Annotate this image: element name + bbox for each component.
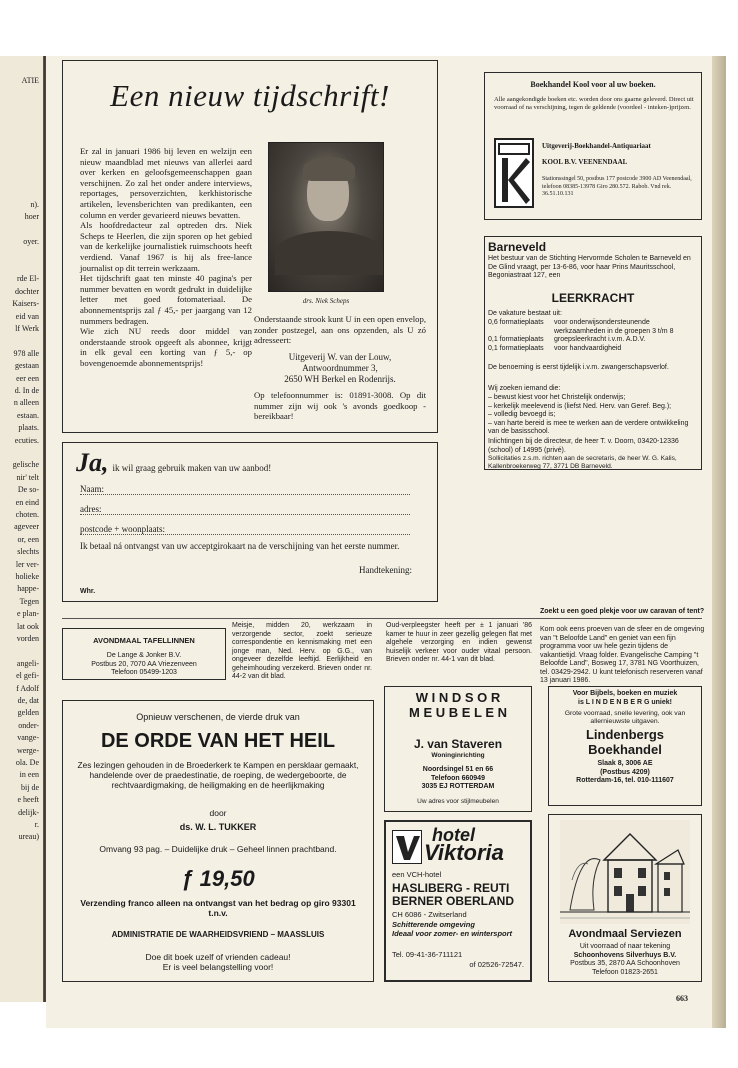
left-page-line: werge-	[16, 745, 39, 755]
orde-description: Zes lezingen gehouden in de Broederkerk te Kampen en persklaar gemaakt, handelende over de praedestinatie, de roeping, de wedergeboorte, de rechtvaardigmaking, de heiligmaking en de heerlijkmaking	[77, 760, 359, 790]
barneveld-rows	[488, 319, 698, 353]
windsor-city: 3035 EJ ROTTERDAM	[421, 783, 495, 790]
serviezen-line-1: Uit voorraad of naar tekening	[579, 943, 671, 950]
hotel-phone-1: Tel. 09-41-36-711121	[392, 950, 463, 959]
orde-intro: Opnieuw verschenen, de vierde druk van	[136, 712, 300, 722]
barneveld-heading: LEERKRACHT	[551, 291, 635, 305]
orde-verzending: Verzending franco alleen na ontvangst van het bedrag op giro 93301 t.n.v.	[80, 898, 356, 918]
left-page-line: plaats.	[18, 423, 39, 433]
article-column-1: Er zal in januari 1986 bij leven en welzijn een nieuw maandblad met nieuws van allerlei aard over kerken en geloofsgemeenschappen gaan verschijnen. Zo zal het onder andere interviews, reportages, persoverzichten, kerkhistorische artikelen, levensberichten van predikanten, een column en verder gevarieerd nieuws bevatten. Als hoofdredacteur zal optreden drs. Niek Scheps te Heerlen, die zijn sporen op het gebied van de kerkelijke journalistiek ruimschoots heeft verdiend. Vanaf 1967 is hij als free-lance journalist op dit terrein werkzaam. Het tijdschrift gaat ten minste 40 pagina's per nummer bevatten en wordt gedrukt in duidelijke letter met goed fotomateriaal. De abonnementsprijs zal ƒ 45,- per jaargang van 12 nummers bedragen. Wie zich NU reeds door middel van onderstaande strook opgeeft als abonnee, krijgt in elk geval een korting van ƒ 5,- op bovengenoemde abonnementsprijs!	[80, 146, 252, 368]
hotel-country: CH 6086 - Zwitserland	[392, 910, 467, 919]
hotel-slogan-2: Ideaal voor zomer- en wintersport	[392, 929, 513, 938]
windsor-title-2: M E U B E L E N	[409, 705, 507, 720]
left-page-line: ecuties.	[14, 435, 39, 445]
bullet: – kerkelijk meelevend is (liefst Ned. Herv. van Geref. Beg.);	[488, 402, 672, 410]
left-page-line: ler ver-	[15, 559, 39, 569]
form-handtekening[interactable]: Handtekening:	[359, 565, 412, 575]
windsor-title-1: W I N D S O R	[415, 690, 501, 705]
hotel-slogan	[392, 920, 532, 938]
camping-text: Kom ook eens proeven van de sfeer en de omgeving van "t Beloofde Land" en geniet van een fijn programma voor uw hele gezin tijdens de vakantietijd. Vraag folder. Evangelische Camping "t Beloofde Land", Bosweg 17, 3781 NG Voorthuizen, tel. 03429-2942. U kunt telefonisch reserveren vanaf 13 januari 1986.	[540, 626, 705, 684]
left-page-line: 978 alle	[13, 348, 39, 358]
form-lead: ik wil graag gebruik maken van uw aanbod!	[112, 463, 272, 473]
form-heading	[76, 448, 426, 478]
adres-field[interactable]	[80, 498, 410, 515]
kool-line1: Uitgeverij-Boekhandel-Antiquariaat	[542, 142, 651, 150]
left-page-line: en eind	[15, 497, 39, 507]
lindenberg-address	[548, 760, 702, 786]
left-page-line: lf Werk	[15, 324, 39, 333]
lindenberg-street: Slaak 8, 3006 AE	[597, 760, 653, 767]
kool-logo	[494, 138, 534, 208]
orde-door: door	[209, 808, 227, 818]
barneveld-row	[488, 319, 698, 336]
row-omschrijving: voor handvaardigheid	[554, 344, 622, 352]
barneveld-sollicitaties: Sollicitaties z.s.m. richten aan de secretaris, de heer W. G. Kalis, Kallenbroekerweg 77, 3771 DB Barneveld.	[488, 455, 677, 470]
windsor-address	[384, 766, 532, 792]
left-page-fragment	[0, 56, 46, 1002]
orde-gift	[62, 952, 374, 972]
left-page-line: onder-	[18, 720, 39, 730]
tafellinnen-address	[62, 652, 226, 678]
left-page-line: e heeft	[17, 795, 39, 805]
windsor-phone: Telefoon 660949	[431, 774, 485, 782]
row-omschrijving: groepsleerkracht i.v.m. A.D.V.	[554, 336, 646, 343]
row-formatie: 0,6 formatieplaats	[488, 319, 544, 326]
article-phone: Op telefoonnummer is: 01891-3008. Op dit nummer zijn wij ook 's avonds goedkoop - bereikbaar!	[254, 390, 426, 422]
windsor-name: J. van Staveren	[413, 737, 503, 751]
left-page-line: Kaisers-	[12, 299, 39, 309]
bullet: – bewust kiest voor het Christelijk onderwijs;	[488, 394, 626, 401]
left-page-line: d. In de	[14, 386, 39, 395]
row-omschrijving: voor onderwijsondersteunende werkzaamheden in de groepen 3 t/m 8	[554, 319, 674, 335]
left-page-line: dochter	[15, 286, 39, 296]
lindenberg-postbus: (Postbus 4209)	[600, 768, 650, 776]
left-page-line: Tegen	[19, 596, 39, 606]
verpleegster-ad: Oud-verpleegster heeft per ± 1 januari '86 kamer te huur in zeer gezellig gelegen flat met algehele verzorging en indien gewenst huiselijk verkeer voor ouder vitaal persoon. Brieven onder nr. 44-1 van dit blad.	[386, 622, 532, 663]
hotel-name-2: BERNER OBERLAND	[392, 894, 515, 908]
left-page-line: f Adolf	[16, 683, 39, 693]
barneveld-vacature: De vakature bestaat uit:	[488, 310, 562, 317]
serviezen-line-4: Telefoon 01823-2651	[592, 968, 658, 976]
publisher-name: Uitgeverij W. van der Louw,	[288, 352, 392, 362]
left-page-line: ureau)	[18, 832, 39, 842]
left-page-line: e plan-	[17, 609, 39, 619]
kool-title: Boekhandel Kool voor al uw boeken.	[530, 80, 656, 89]
left-page-line: rde El-	[17, 274, 39, 284]
left-page-line: n).	[30, 200, 39, 209]
left-page-line: lat ook	[17, 621, 39, 631]
left-page-line: gestaan	[15, 361, 39, 371]
windsor-title	[384, 690, 532, 720]
author-photo	[268, 142, 384, 292]
orde-author: ds. W. L. TUKKER	[179, 822, 257, 832]
left-page-line: bij de	[21, 782, 39, 792]
lindenberg-city: Rotterdam-16, tel. 010-111607	[576, 777, 674, 784]
postcode-label: postcode + woonplaats:	[80, 524, 166, 534]
lindenberg-name-1: Lindenbergs	[585, 727, 664, 742]
hotel-v-icon	[392, 830, 422, 864]
left-page-line: De so-	[17, 485, 39, 495]
lindenberg-top-1: Voor Bijbels, boeken en muziek	[572, 690, 678, 697]
page-number: 663	[676, 994, 688, 1003]
orde-price: ƒ 19,50	[181, 866, 255, 891]
publisher-antwoordnummer: Antwoordnummer 3,	[302, 363, 378, 373]
row-formatie: 0,1 formatieplaats	[488, 344, 544, 352]
barneveld-bullets	[488, 394, 696, 437]
left-page-line: ageveer	[14, 522, 39, 532]
left-page-line: slechts	[17, 547, 39, 557]
barneveld-benoeming: De benoeming is eerst tijdelijk i.v.m. zwangerschapsverlof.	[488, 364, 669, 371]
left-page-line: happe-	[17, 584, 39, 594]
photo-caption: drs. Niek Scheps	[302, 297, 350, 305]
hotel-logo	[392, 826, 526, 866]
hotel-slogan-1: Schitterende omgeving	[392, 920, 475, 929]
hotel-phone	[392, 950, 524, 970]
barneveld-info: Inlichtingen bij de directeur, de heer T. v. Doorn, 03420-12336 (school) of 14995 (privé).	[488, 438, 679, 454]
left-page-line: nir' telt	[16, 472, 39, 482]
hotel-name-1: HASLIBERG - REUTI	[392, 881, 510, 895]
kool-text: Alle aangekondigde boeken etc. worden door ons gaarne geleverd. Direct uit voorraad of na verschijning, tegen de geldende (voordeel - inteken-)prijzen.	[494, 96, 694, 111]
left-page-line: de, dat	[17, 696, 39, 705]
lindenberg-name	[548, 727, 702, 757]
article-column-2-intro: Onderstaande strook kunt U in een open envelop, zonder postzegel, aan ons opzenden, als U zó adresseert:	[254, 314, 426, 346]
left-page-line: gelden	[17, 708, 39, 718]
form-betaal: Ik betaal ná ontvangst van uw acceptgirokaart na de verschijning van het eerste nummer.	[80, 541, 400, 551]
windsor-footer: Uw adres voor stijlmeubelen	[417, 798, 499, 805]
bullet: – van harte bereid is mee te werken aan de verdere ontwikkeling van de basisschool.	[488, 419, 689, 435]
serviezen-line-3: Postbus 35, 2870 AA Schoonhoven	[570, 960, 680, 967]
left-page-line: gelische	[12, 460, 39, 470]
naam-label: Naam:	[80, 484, 104, 494]
hotel-phone-2: of 02526-72547.	[469, 960, 524, 969]
left-page-line: ATIE	[21, 76, 39, 85]
barneveld-row	[488, 336, 698, 345]
left-page-line: n alleen	[13, 398, 39, 408]
page-edge	[712, 56, 726, 1028]
hotel-logo-text-2: Viktoria	[424, 840, 504, 865]
left-page-line: r.	[34, 820, 39, 829]
left-page-line: eid van	[15, 311, 39, 321]
serviezen-line-2: Schoonhovens Silverhuys B.V.	[573, 951, 677, 959]
building-icon	[560, 820, 690, 924]
camping-title: Zoekt u een goed plekje voor uw caravan of tent?	[540, 608, 705, 615]
divider	[62, 618, 702, 619]
kool-k-icon	[496, 140, 532, 206]
orde-gift-line1: Doe dit boek uzelf of vrienden cadeau!	[145, 952, 291, 962]
kool-address: Stationssingel 50, postbus 177 postcode 3900 AD Veenendaal, telefoon 08385-13978 Giro 280.572. Rabob. Vnd rek. 36.51.10.131	[542, 176, 692, 197]
left-page-line: eer een	[16, 373, 39, 383]
tafellinnen-postbus: Postbus 20, 7070 AA Vriezenveen	[91, 660, 197, 668]
left-page-line: delijk-	[18, 807, 39, 817]
building-illustration	[560, 820, 690, 924]
lindenberg-name-2: Boekhandel	[588, 742, 662, 757]
left-page-line: in een	[19, 770, 39, 780]
form-footer: Whr.	[80, 588, 96, 595]
meisje-ad: Meisje, midden 20, werkzaam in verzorgende sector, zoekt serieuze correspondentie en kennismaking met een jonge man, Ned. Herv. op G.G., van ongeveer dezelfde leeftijd. Eerlijkheid en geheimhouding verzekerd. Brieven onder nr. 44-2 van dit blad.	[232, 622, 372, 680]
windsor-street: Noordsingel 51 en 66	[422, 766, 494, 773]
orde-gift-line2: Er is veel belangstelling voor!	[162, 962, 274, 972]
left-page-line: oyer.	[23, 237, 39, 247]
hotel-logo-text-1: hotel	[432, 825, 475, 845]
lindenberg-top	[548, 690, 702, 707]
left-page-line: vorden	[16, 634, 39, 643]
orde-omvang: Omvang 93 pag. – Duidelijke druk – Geheel linnen prachtband.	[99, 844, 337, 854]
tafellinnen-firm: De Lange & Jonker B.V.	[106, 652, 182, 659]
left-page-line: vange-	[17, 733, 39, 743]
left-page-line: hoer	[24, 212, 39, 222]
serviezen-title: Avondmaal Serviezen	[568, 928, 682, 940]
left-page-line: angeli-	[16, 658, 39, 668]
left-page-line: estaan.	[17, 410, 39, 420]
tafellinnen-title: AVONDMAAL TAFELLINNEN	[93, 636, 195, 645]
barneveld-intro: Het bestuur van de Stichting Hervormde Scholen te Barneveld en De Glind vraagt, per 13-6-86, voor haar Prins Mauritsschool, Begoniastraat 127, een	[488, 255, 691, 279]
bullet: – volledig bevoegd is;	[488, 411, 556, 418]
barneveld-row	[488, 345, 698, 354]
postcode-field[interactable]	[80, 518, 410, 535]
row-formatie: 0,1 formatieplaats	[488, 336, 544, 343]
tafellinnen-phone: Telefoon 05499-1203	[111, 669, 177, 676]
adres-label: adres:	[80, 504, 102, 514]
orde-admin: ADMINISTRATIE DE WAARHEIDSVRIEND – MAASSLUIS	[111, 930, 325, 939]
lindenberg-text: Grote voorraad, snelle levering, ook van allernieuwste uitgaven.	[564, 710, 686, 725]
publisher-address	[254, 352, 426, 385]
hotel-name	[392, 882, 530, 908]
left-page-line: ola. De	[15, 758, 39, 767]
naam-field[interactable]	[80, 478, 410, 495]
hotel-chain: een VCH-hotel	[392, 870, 442, 879]
kool-line2: KOOL B.V. VEENENDAAL	[542, 158, 628, 166]
orde-title: DE ORDE VAN HET HEIL	[100, 730, 336, 752]
serviezen-text	[548, 943, 702, 977]
left-page-line: holieke	[15, 572, 39, 581]
left-page-line: or, een	[17, 534, 39, 544]
left-page-line: el gefi-	[16, 671, 39, 681]
left-page-line: choten.	[15, 510, 39, 519]
form-ja: Ja,	[76, 448, 109, 477]
article-title: Een nieuw tijdschrift!	[110, 78, 390, 113]
publisher-postcode: 2650 WH Berkel en Rodenrijs.	[284, 374, 396, 384]
windsor-sub: Woninginrichting	[431, 752, 485, 759]
barneveld-title: Barneveld	[488, 240, 547, 254]
lindenberg-top-2: is L I N D E N B E R G uniek!	[578, 698, 672, 706]
barneveld-zoeken: Wij zoeken iemand die:	[488, 385, 561, 392]
